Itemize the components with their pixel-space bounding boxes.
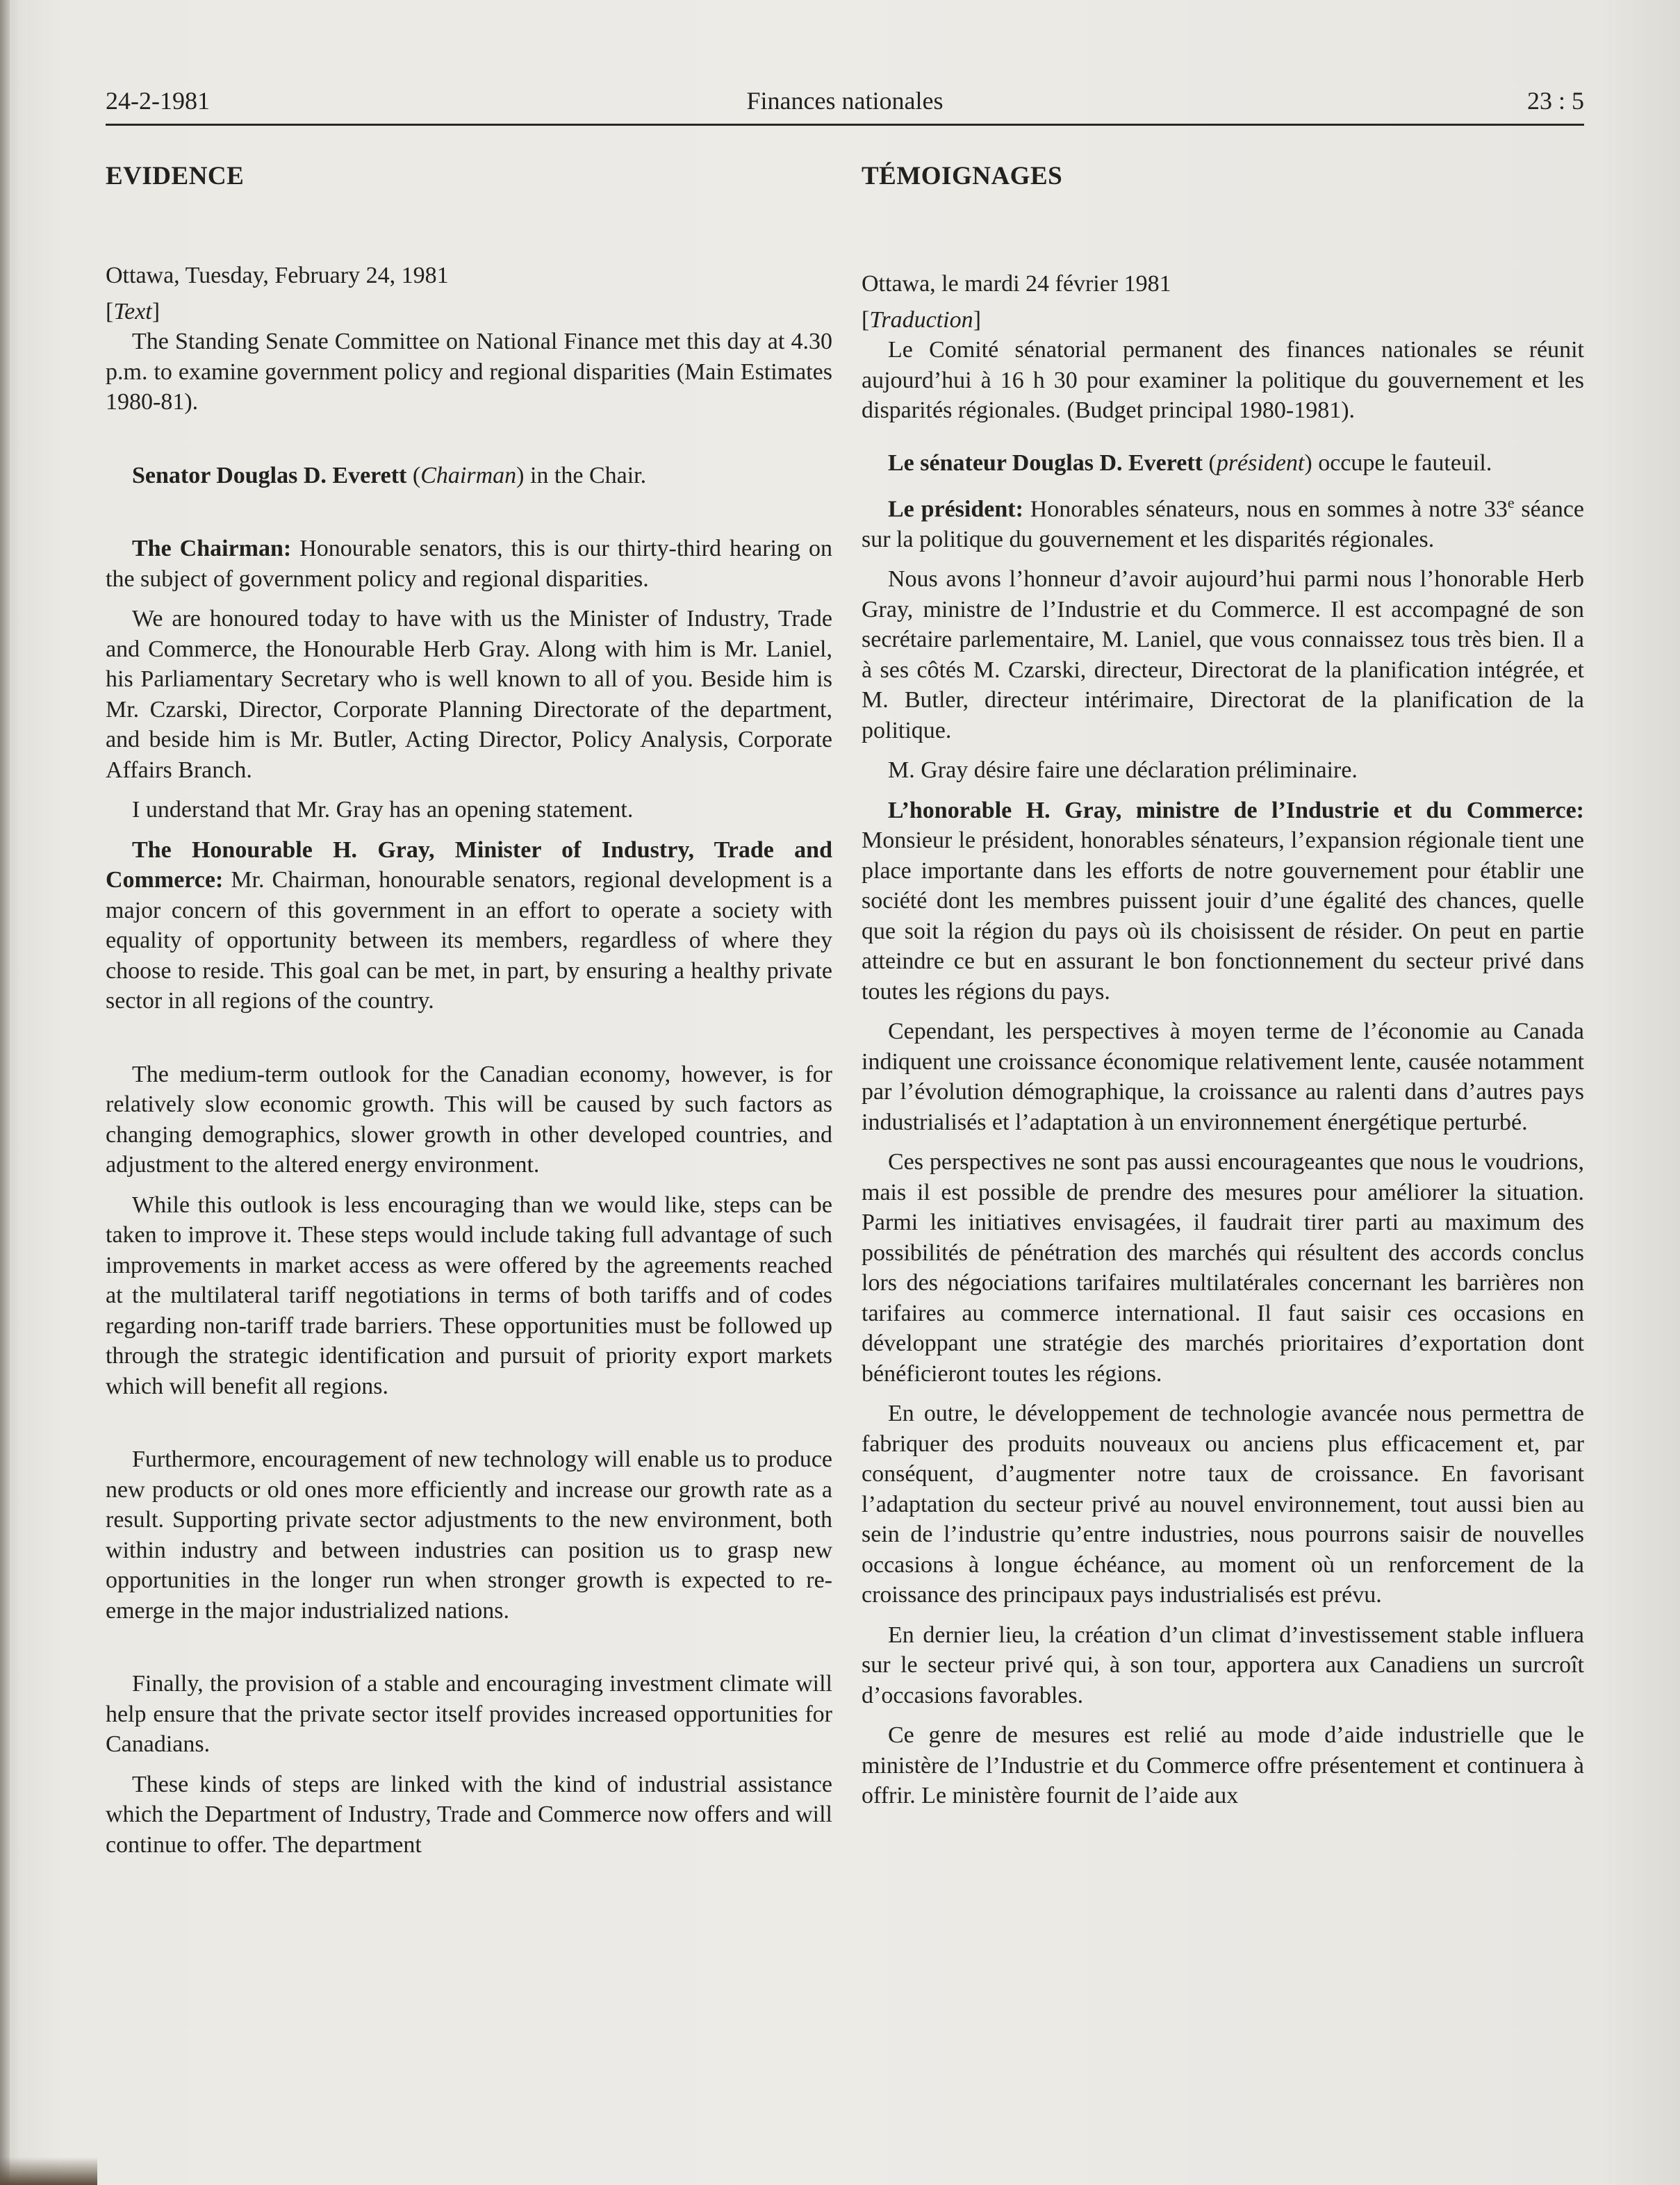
french-text-tag: [Traduction] [862,306,981,333]
binding-shadow [0,0,10,2185]
evidence-heading: EVIDENCE [106,162,245,190]
french-chair-suffix: occupe le fauteuil. [1312,450,1492,476]
french-column [862,157,1584,1811]
english-speaker-gray: The Honourable H. Gray, Minister of Industry, Trade and Commerce: [106,836,832,893]
english-paragraph-7: While this outlook is less encouraging than we would like, steps can be taken to improve it. These steps would include taking full advantage of such improvements in market access as were offered by the agreements reached at the multilateral tariff negotiations in terms of both tariffs and of codes regarding non-tariff trade barriers. These opportunities must be followed up through the strategic identification and pursuit of priority export markets which will benefit all regions. [106,1192,832,1399]
french-paragraph-2-text-a: Honorables sénateurs, nous en sommes à notre 33 [1023,496,1508,522]
english-text-tag-label: Text [113,298,152,324]
english-dateline: Ottawa, Tuesday, February 24, 1981 [106,263,449,288]
french-ordinal-superscript: e [1507,494,1515,511]
english-paragraph-10: These kinds of steps are linked with the kind of industrial assistance which the Department of Industry, Trade and Commerce now offers and will continue to offer. The department [106,1771,832,1858]
english-column [106,157,832,1860]
english-paragraph-1: The Standing Senate Committee on National Finance met this day at 4.30 p.m. to examine government policy and regional disparities (Main Estimates 1980-81). [106,329,832,415]
french-paragraph-6: Cependant, les perspectives à moyen terme de l’économie au Canada indiquent une croissance économique relativement lente, causée notamment par l’évolution démographique, la croissance au ralenti dans d’autres pays industrialisés et l’adaptation à un environnement énergétique perturbé. [862,1019,1584,1135]
french-text-tag-label: Traduction [869,306,973,333]
french-speaker-gray: L’honorable H. Gray, ministre de l’Industrie et du Commerce: [888,797,1584,823]
french-chair-role: président [1216,450,1305,476]
french-paragraph-2 [862,488,1584,554]
header-date: 24-2-1981 [106,87,210,115]
english-chair-suffix: in the Chair. [524,462,647,488]
french-paragraph-2-text-b: séance sur la politique du gouvernement et les disparités régionales. [862,496,1584,552]
english-paragraph-5 [106,835,832,1016]
english-paragraph-3: We are honoured today to have with us the Minister of Industry, Trade and Commerce, the Honourable Herb Gray. Along with him is Mr. Laniel, his Parliamentary Secretary who is well known to all of you. Beside him is Mr. Czarski, Director, Corporate Planning Directorate of the department, and beside him is Mr. Butler, Acting Director, Policy Analysis, Corporate Affairs Branch. [106,606,832,783]
french-paragraph-10: Ce genre de mesures est relié au mode d’aide industrielle que le ministère de l’Industrie et du Commerce offre présentement et continuera à offrir. Le ministère fournit de l’aide aux [862,1722,1584,1809]
english-paragraph-5-text: Mr. Chairman, honourable senators, regional development is a major concern of this government in an effort to operate a society with equality of opportunity between its members, regardless of where they choose to reside. This goal can be met, in part, by ensuring a healthy private sector in all regions of the country. [106,867,832,1014]
english-paragraph-2-text: Honourable senators, this is our thirty-third hearing on the subject of government policy and regional disparities. [106,536,832,592]
english-chair-line: Senator Douglas D. Everett (Chairman) in the Chair. [132,462,647,488]
header-page-number: 23 : 5 [1526,87,1584,115]
french-paragraph-3: Nous avons l’honneur d’avoir aujourd’hui parmi nous l’honorable Herb Gray, ministre de l’Industrie et du Commerce. Il est accompagné de son secrétaire parlementaire, M. Laniel, que vous connaissez tous très bien. Il a à ses côtés M. Czarski, directeur, Directorat de la planification intégrée, et M. Butler, directeur intérimaire, Directorat de la planification de la politique. [862,566,1584,743]
english-paragraph-6: The medium-term outlook for the Canadian economy, however, is for relatively slow economic growth. This will be caused by such factors as changing demographics, slower growth in other developed countries, and adjustment to the altered energy environment. [106,1061,832,1178]
running-header [106,86,1584,122]
english-paragraph-9: Finally, the provision of a stable and encouraging investment climate will help ensure that the private sector itself provides increased opportunities for Canadians. [106,1671,832,1757]
header-title: Finances nationales [746,87,944,115]
french-dateline: Ottawa, le mardi 24 février 1981 [862,271,1171,297]
english-speaker-chairman: The Chairman: [132,536,292,561]
french-chair-line: Le sénateur Douglas D. Everett (président) occupe le fauteuil. [888,450,1492,476]
french-paragraph-9: En dernier lieu, la création d’un climat d’investissement stable influera sur le secteur privé qui, à son tour, apportera aux Canadiens un surcroît d’occasions favorables. [862,1622,1584,1708]
french-paragraph-5-text: Monsieur le président, honorables sénateurs, l’expansion régionale tient une place importante dans les efforts de notre gouvernement pour établir une société dont les membres puissent jouir d’une égalité des chances, quelle que soit la région du pays où ils choisissent de résider. On peut en partie atteindre ce but en assurant le bon fonctionnement du secteur privé dans toutes les régions du pays. [862,827,1584,1005]
french-chair-name: Le sénateur Douglas D. Everett [888,450,1203,476]
english-text-tag: [Text] [106,298,160,324]
french-paragraph-8: En outre, le développement de technologie avancée nous permettra de fabriquer des produits nouveaux ou anciens plus efficacement et, par conséquent, d’augmenter notre taux de croissance. En favorisant l’adaptation du secteur privé au nouvel environnement, tout aussi bien au sein de l’industrie qu’entre industries, nous pourrons saisir de nouvelles occasions à longue échéance, au moment où un renforcement de la croissance des principaux pays industrialisés est prévu. [862,1401,1584,1608]
french-speaker-president: Le président: [888,496,1023,522]
header-rule [106,124,1584,126]
french-paragraph-1: Le Comité sénatorial permanent des finances nationales se réunit aujourd’hui à 16 h 30 pour examiner la politique du gouvernement et les disparités régionales. (Budget principal 1980-1981). [862,337,1584,423]
english-paragraph-4: I understand that Mr. Gray has an opening statement. [132,797,634,823]
temoignages-heading: TÉMOIGNAGES [862,162,1063,190]
french-paragraph-7: Ces perspectives ne sont pas aussi encourageantes que nous le voudrions, mais il est possible de prendre des mesures pour améliorer la situation. Parmi les initiatives envisagées, il faudrait tirer parti au maximum des possibilités de pénétration des marchés qui résultent des accords conclus lors des négociations tarifaires multilatérales concernant les barrières non tarifaires au commerce international. Il faut saisir ces occasions en développant une stratégie des marchés prioritaires d’exportation dont bénéficieront toutes les régions. [862,1149,1584,1387]
page-corner-shadow [0,2157,97,2185]
english-paragraph-8: Furthermore, encouragement of new technology will enable us to produce new products or old ones more efficiently and increase our growth rate as a result. Supporting private sector adjustments to the new environment, both within industry and between industries can position us to grasp new opportunities in the longer run when stronger growth is expected to re-emerge in the major industrialized nations. [106,1446,832,1624]
french-paragraph-4: M. Gray désire faire une déclaration préliminaire. [888,757,1358,784]
english-chair-role: Chairman [420,462,517,488]
english-chair-name: Senator Douglas D. Everett [132,462,407,488]
english-paragraph-2 [106,534,832,594]
french-paragraph-5 [862,795,1584,1007]
